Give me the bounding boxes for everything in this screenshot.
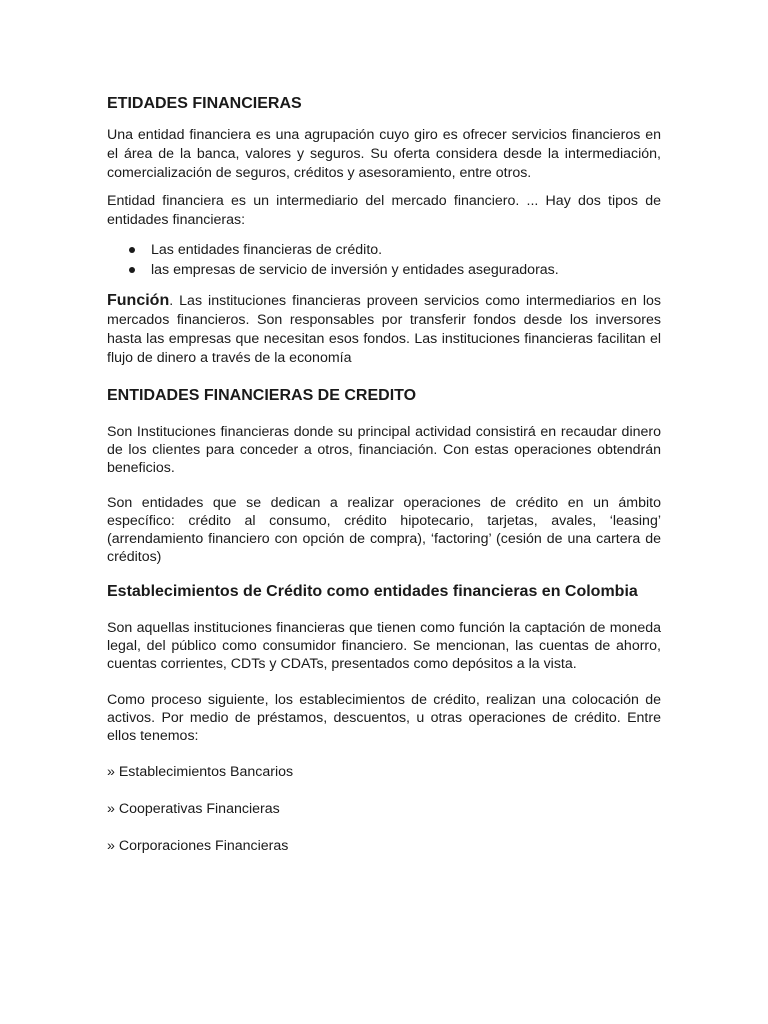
section-title-etidades: ETIDADES FINANCIERAS — [107, 95, 302, 112]
bullet-icon — [129, 267, 135, 273]
list-item-bancarios: » Establecimientos Bancarios — [107, 764, 294, 780]
paragraph-operaciones: Son entidades que se dedican a realizar operaciones de crédito en un ámbito específico: crédito al consumo, crédito hipotecario, tarjetas, avales, ‘leasing’ (arrendamiento financiero con opción de compra), ‘factoring’ (cesión de una cartera de créditos) — [107, 495, 661, 565]
section-title-credito: ENTIDADES FINANCIERAS DE CREDITO — [107, 387, 417, 404]
bullet-list-tipos — [107, 240, 661, 280]
list-item — [107, 260, 661, 280]
funcion-label: Función — [107, 292, 170, 309]
paragraph-funcion — [107, 291, 661, 368]
list-item-corporaciones: » Corporaciones Financieras — [107, 838, 289, 854]
paragraph-intermediario: Entidad financiera es un intermediario del mercado financiero. ... Hay dos tipos de entidades financieras: — [107, 193, 661, 228]
paragraph-colocacion: Como proceso siguiente, los establecimientos de crédito, realizan una colocación de activos. Por medio de préstamos, descuentos, u otras operaciones de crédito. Entre ellos tenemos: — [107, 692, 661, 744]
list-item-cooperativas: » Cooperativas Financieras — [107, 801, 280, 817]
paragraph-instituciones: Son Instituciones financieras donde su principal actividad consistirá en recaudar dinero de los clientes para conceder a otros, financiación. Con estas operaciones obtendrán beneficios. — [107, 424, 661, 476]
paragraph-captacion: Son aquellas instituciones financieras que tienen como función la captación de moneda legal, del público como consumidor financiero. Se mencionan, las cuentas de ahorro, cuentas corrientes, CDTs y CDATs, presentados como depósitos a la vista. — [107, 620, 661, 672]
list-item-text: Las entidades financieras de crédito. — [151, 242, 383, 258]
bullet-icon — [129, 247, 135, 253]
list-item-text: las empresas de servicio de inversión y entidades aseguradoras. — [151, 262, 559, 278]
paragraph-definition: Una entidad financiera es una agrupación cuyo giro es ofrecer servicios financieros en el área de la banca, valores y seguros. Su oferta considera desde la intermediación, comercialización de seguros, créditos y asesoramiento, entre otros. — [107, 127, 661, 181]
section-title-establecimientos: Establecimientos de Crédito como entidades financieras en Colombia — [107, 583, 638, 600]
document-page — [107, 92, 661, 856]
list-item — [107, 240, 661, 260]
funcion-text: . Las instituciones financieras proveen servicios como intermediarios en los mercados financieros. Son responsables por transferir fondos desde los inversores hasta las empresas que necesitan esos fondos. Las instituciones financieras facilitan el flujo de dinero a través de la economía — [107, 293, 661, 366]
